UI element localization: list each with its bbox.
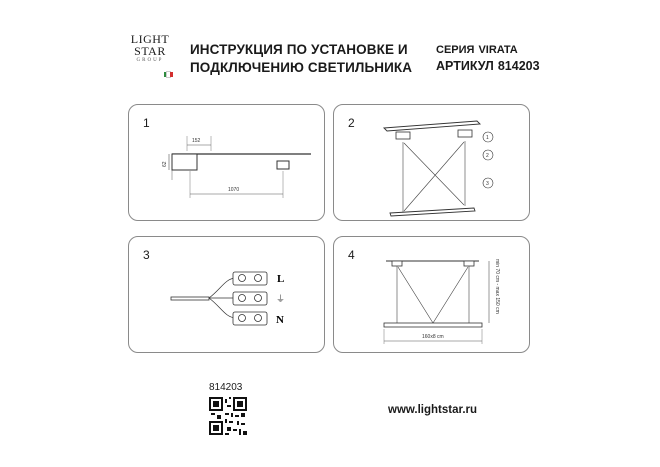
dim-width-label: 152 (192, 138, 201, 144)
step-number: 4 (348, 248, 355, 262)
artikul-label: АРТИКУЛ (436, 59, 494, 73)
terminal-l-label: L (277, 273, 285, 285)
step-3-label: 3 (486, 181, 489, 187)
logo-line2: STAR (134, 44, 166, 58)
artikul-info (436, 59, 540, 73)
title-line1: ИНСТРУКЦИЯ ПО УСТАНОВКЕ И (190, 42, 408, 57)
qr-code-icon (209, 397, 247, 435)
mounting-dimensions-diagram (129, 105, 326, 222)
product-code: 814203 (209, 382, 243, 393)
title-line2: ПОДКЛЮЧЕНИЮ СВЕТИЛЬНИКА (190, 60, 413, 75)
dim-distance-label: 1070 (228, 187, 240, 193)
italian-flag-icon (164, 72, 173, 77)
dim-height-label: 62 (162, 161, 168, 167)
dim-height-range-label: min 70 cm - max 150 cm (494, 259, 500, 314)
website-link[interactable]: www.lightstar.ru (388, 404, 478, 416)
step-panel-4 (333, 236, 530, 353)
page-title (190, 41, 412, 77)
series-label: СЕРИЯ (436, 44, 475, 56)
series-info (436, 41, 518, 59)
terminal-n-label: N (276, 314, 284, 326)
final-installation-diagram (334, 237, 531, 354)
logo-line3: GROUP (136, 58, 164, 63)
step-panel-2 (333, 104, 530, 221)
step-panel-3 (128, 236, 325, 353)
step-number: 2 (348, 116, 355, 130)
artikul-value: 814203 (497, 59, 540, 73)
step-1-label: 1 (486, 135, 489, 141)
step-number: 1 (143, 116, 150, 130)
dim-length-label: 160x8 cm (422, 334, 444, 340)
logo-line1: LIGHT (130, 32, 170, 46)
wiring-diagram (129, 237, 326, 354)
step-number: 3 (143, 248, 150, 262)
step-2-label: 2 (486, 153, 489, 159)
terminal-ground-label: ⏚ (276, 294, 286, 304)
brand-logo (126, 33, 174, 63)
suspension-assembly-diagram (334, 105, 531, 222)
series-value: VIRATA (478, 44, 518, 56)
step-panel-1 (128, 104, 325, 221)
